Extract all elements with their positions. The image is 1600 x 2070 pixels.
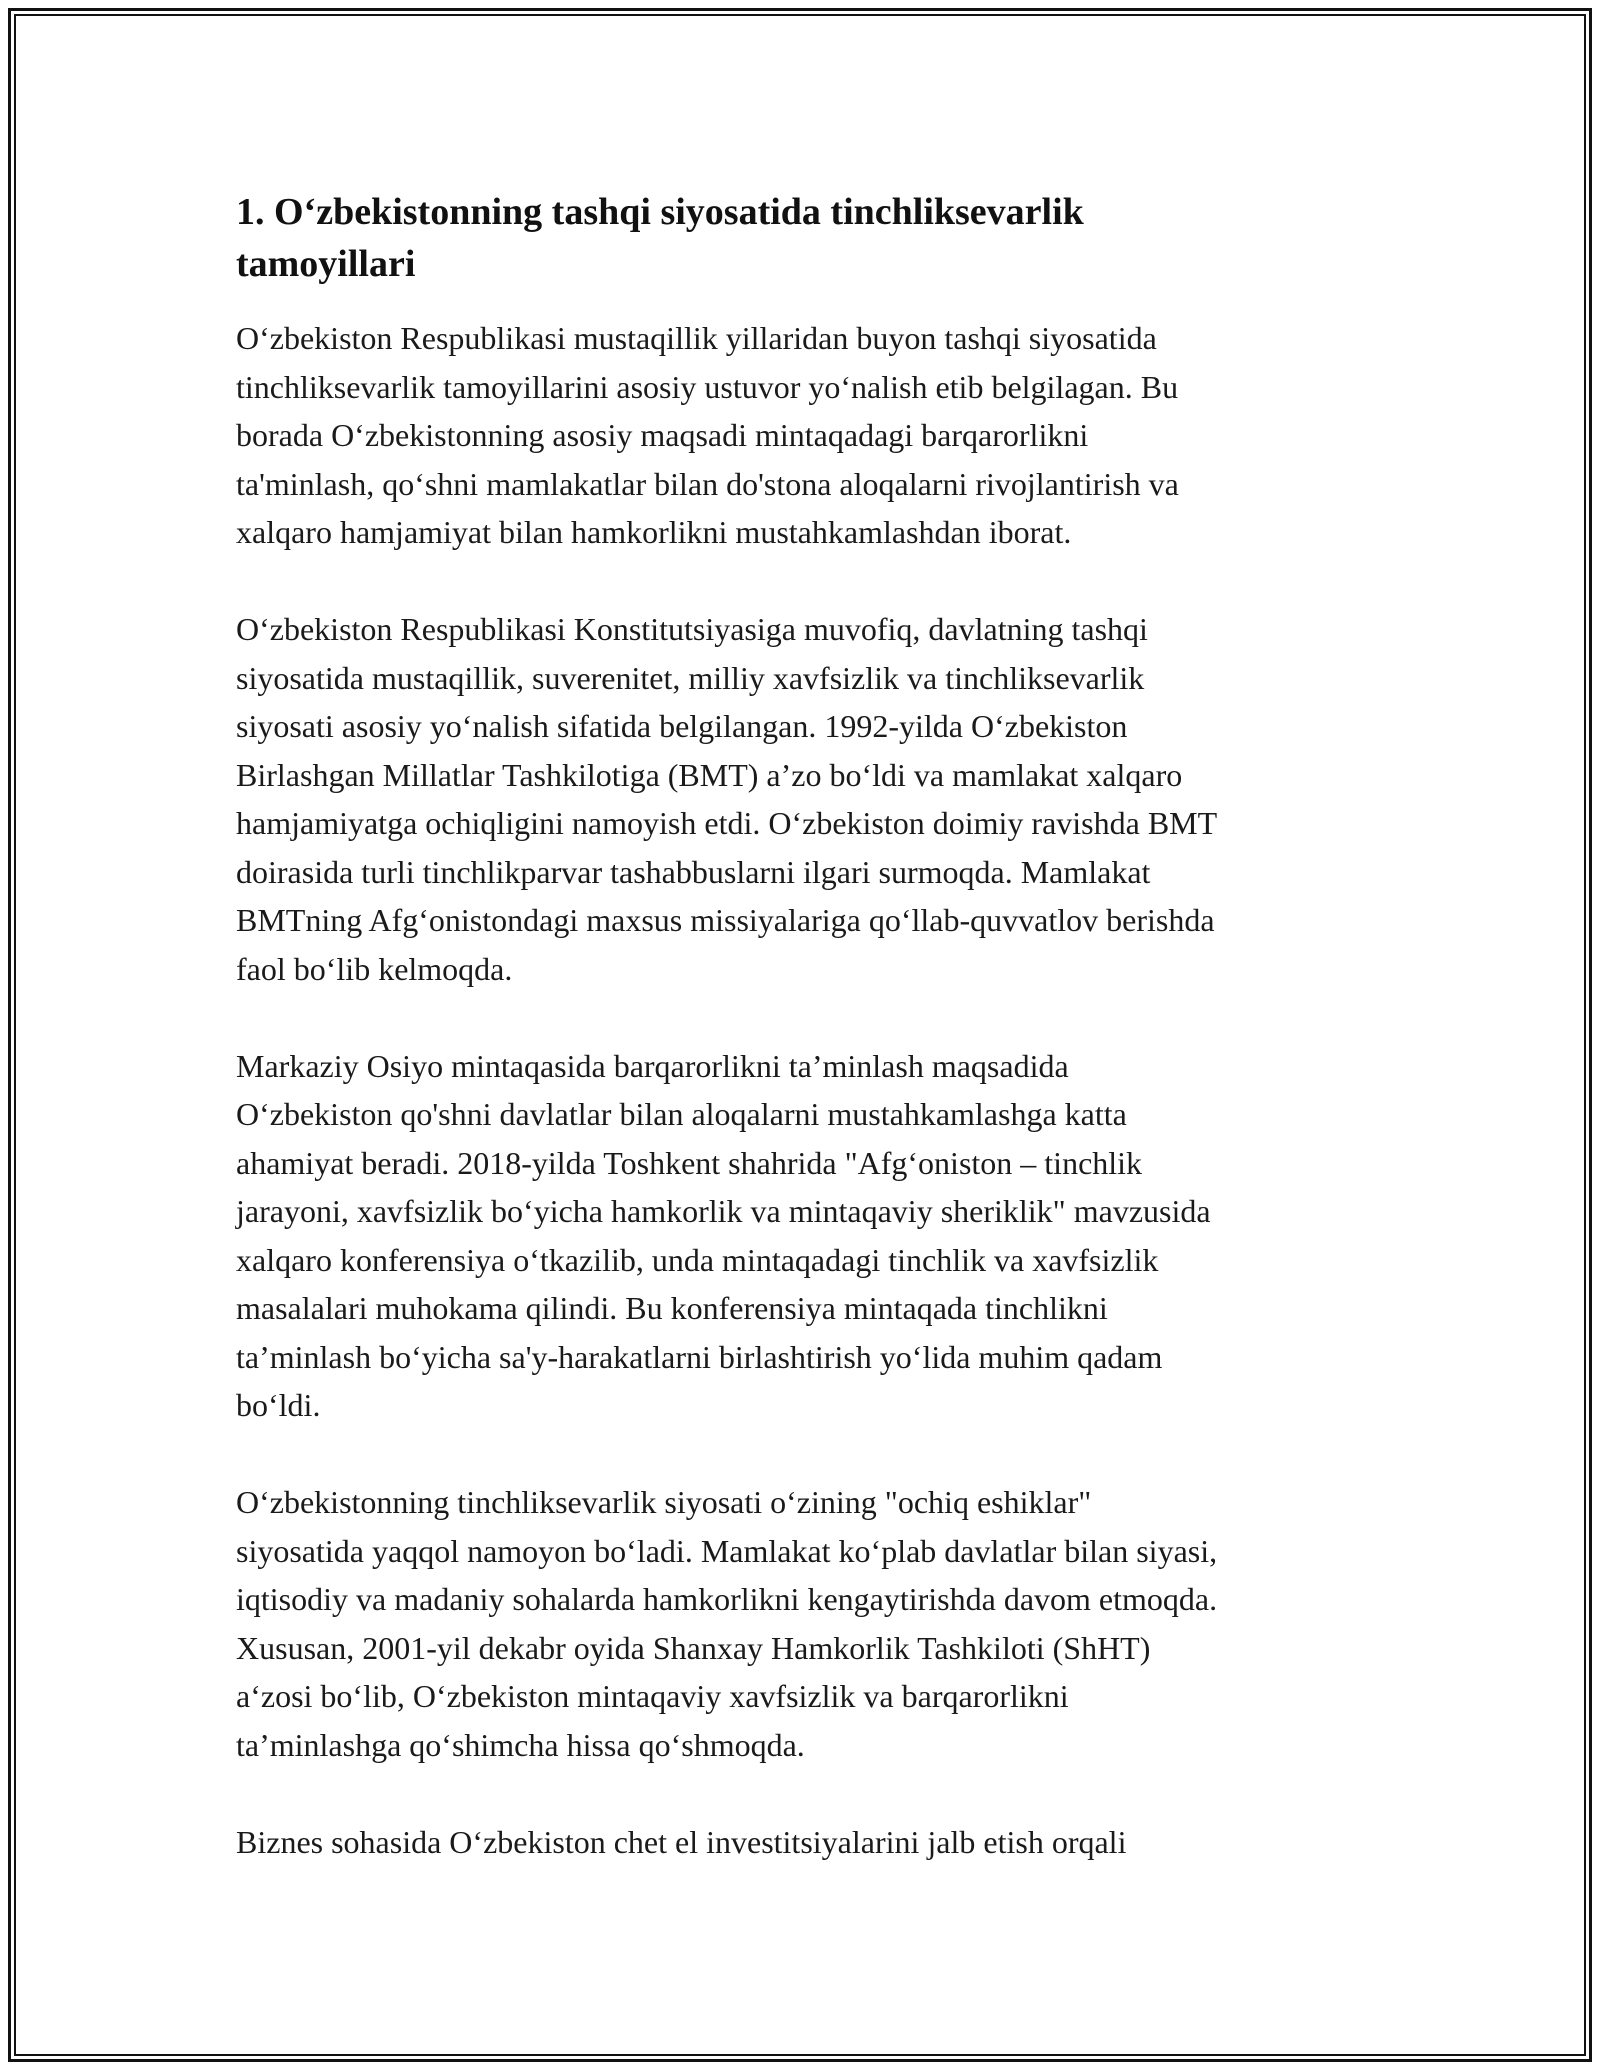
text-line: siyosatida yaqqol namoyon bo‘ladi. Mamlakat ko‘plab davlatlar bilan siyasi,	[236, 1532, 1218, 1569]
text-line: ta’minlash bo‘yicha sa'y-harakatlarni birlashtirish yo‘lida muhim qadam	[236, 1338, 1163, 1375]
text-line: xalqaro hamjamiyat bilan hamkorlikni mustahkamlashdan iborat.	[236, 514, 1072, 550]
paragraph-3	[236, 1042, 1386, 1430]
text-line: jarayoni, xavfsizlik bo‘yicha hamkorlik va mintaqaviy sheriklik" mavzusida	[236, 1193, 1211, 1229]
text-line: a‘zosi bo‘lib, O‘zbekiston mintaqaviy xavfsizlik va barqarorlikni	[236, 1678, 1069, 1714]
text-line: bo‘ldi.	[236, 1387, 321, 1423]
text-line: Biznes sohasida O‘zbekiston chet el investitsiyalarini jalb etish orqali	[236, 1823, 1127, 1860]
heading-line: 1. O‘zbekistonning tashqi siyosatida tinchliksevarlik	[236, 191, 1084, 233]
text-line: ahamiyat beradi. 2018-yilda Toshkent shahrida "Afg‘oniston – tinchlik	[236, 1144, 1143, 1181]
text-line: O‘zbekiston Respublikasi Konstitutsiyasiga muvofiq, davlatning tashqi	[236, 611, 1148, 647]
heading-line: tamoyillari	[236, 243, 416, 285]
text-line: Birlashgan Millatlar Tashkilotiga (BMT) a’zo bo‘ldi va mamlakat xalqaro	[236, 756, 1183, 793]
text-line: siyosatida mustaqillik, suverenitet, milliy xavfsizlik va tinchliksevarlik	[236, 659, 1145, 696]
text-line: ta'minlash, qo‘shni mamlakatlar bilan do'stona aloqalarni rivojlantirish va	[236, 465, 1179, 502]
text-line: tinchliksevarlik tamoyillarini asosiy ustuvor yo‘nalish etib belgilagan. Bu	[236, 368, 1179, 405]
text-line: O‘zbekiston Respublikasi mustaqillik yillaridan buyon tashqi siyosatida	[236, 320, 1157, 356]
document-body	[236, 186, 1386, 1866]
text-line: hamjamiyatga ochiqligini namoyish etdi. O‘zbekiston doimiy ravishda BMT	[236, 805, 1218, 841]
paragraph-1	[236, 314, 1386, 557]
text-line: borada O‘zbekistonning asosiy maqsadi mintaqadagi barqarorlikni	[236, 417, 1089, 453]
text-line: siyosati asosiy yo‘nalish sifatida belgilangan. 1992-yilda O‘zbekiston	[236, 708, 1128, 744]
text-line: doirasida turli tinchlikparvar tashabbuslarni ilgari surmoqda. Mamlakat	[236, 853, 1151, 890]
text-line: ta’minlashga qo‘shimcha hissa qo‘shmoqda.	[236, 1726, 805, 1763]
paragraph-5	[236, 1818, 1386, 1867]
text-line: O‘zbekistonning tinchliksevarlik siyosati o‘zining "ochiq eshiklar"	[236, 1484, 1092, 1520]
text-line: O‘zbekiston qo'shni davlatlar bilan aloqalarni mustahkamlashga katta	[236, 1096, 1127, 1132]
text-line: masalalari muhokama qilindi. Bu konferensiya mintaqada tinchlikni	[236, 1290, 1108, 1326]
text-line: xalqaro konferensiya o‘tkazilib, unda mintaqadagi tinchlik va xavfsizlik	[236, 1241, 1159, 1278]
paragraph-2	[236, 605, 1386, 993]
text-line: Xususan, 2001-yil dekabr oyida Shanxay Hamkorlik Tashkiloti (ShHT)	[236, 1629, 1151, 1666]
section-heading	[236, 186, 1386, 290]
text-line: faol bo‘lib kelmoqda.	[236, 950, 513, 987]
text-line: BMTning Afg‘onistondagi maxsus missiyalariga qo‘llab-quvvatlov berishda	[236, 902, 1215, 938]
paragraph-4	[236, 1478, 1386, 1769]
text-line: Markaziy Osiyo mintaqasida barqarorlikni ta’minlash maqsadida	[236, 1047, 1069, 1084]
text-line: iqtisodiy va madaniy sohalarda hamkorlikni kengaytirishda davom etmoqda.	[236, 1581, 1218, 1617]
